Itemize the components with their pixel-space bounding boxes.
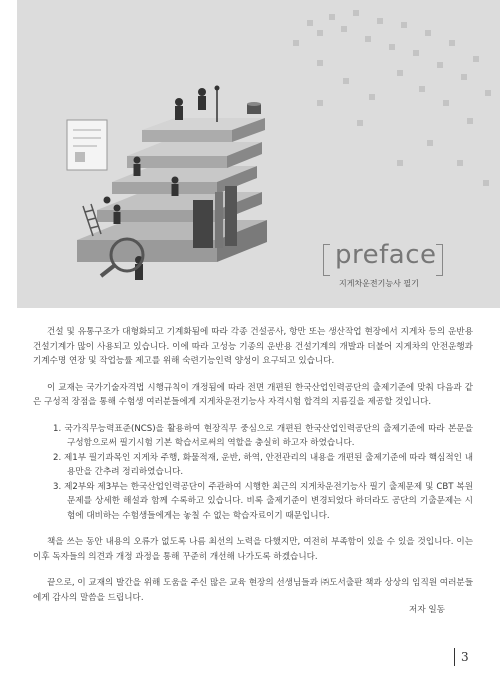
paragraph-thanks: 끝으로, 이 교재의 발간을 위해 도움을 주신 많은 교육 현장의 선생님들과 ㈜도서출판 책과 상상의 임직원 여러분들에게 감사의 말씀을 드립니다. — [33, 578, 473, 603]
paragraph-textbook: 이 교재는 국가기술자격법 시행규칙이 개정됨에 따라 전면 개편된 한국산업인력공단의 출제기준에 맞춰 다음과 같은 구성적 장점을 통해 수험생 여러분들에게 지게차운전기능사 자격시험 합격의 지름길을 제공할 것입니다. — [33, 382, 473, 407]
bracket-right — [436, 244, 443, 276]
paragraph-intro: 건설 및 유통구조가 대형화되고 기계화됨에 따라 각종 건설공사, 항만 또는 생산작업 현장에서 지게차 등의 운반용 건설기계가 많이 사용되고 있습니다. 이에 따라 고성능 기종의 운반용 건설기계의 개발과 더불어 지게차의 안전운행과 기계수명 연장 및 작업능률 제고를 위해 숙련기능인력 양성이 요구되고 있습니다. — [33, 327, 473, 366]
list-item: 3. 제2부와 제3부는 한국산업인력공단이 주관하여 시행한 최근의 지게차운전기능사 필기 출제문제 및 CBT 복원문제를 상세한 해설과 함께 수록하고 있습니다. 비록 출제기준이 변경되었다 하더라도 공단의 기출문제는 시험에 대비하는 수험생들에게는 놓칠 수 없는 학습자료이기 때문입니다. — [53, 481, 473, 521]
pixel-pattern — [293, 10, 491, 186]
cup-icon — [247, 102, 261, 114]
features-list — [33, 422, 473, 524]
preface-banner — [17, 0, 500, 308]
author-signature: 저자 일동 — [409, 605, 445, 615]
bracket-left — [323, 244, 330, 276]
list-item: 2. 제1부 필기과목인 지게차 주행, 화물적재, 운반, 하역, 안전관리의 내용을 개편된 출제기준에 따라 핵심적인 내용만을 간추려 정리하였습니다. — [53, 452, 473, 477]
preface-subtitle: 지게차운전기능사 필기 — [339, 279, 419, 288]
document-board — [67, 120, 107, 170]
preface-title: preface — [335, 240, 437, 270]
list-item: 1. 국가직무능력표준(NCS)을 활용하여 현장직무 중심으로 개편된 한국산업인력공단의 출제기준에 따라 본문을 구성함으로써 필기시험 기본 학습서로써의 역할을 충실히 하고자 하였습니다. — [53, 423, 473, 448]
preface-body — [33, 325, 473, 618]
page-number: 3 — [454, 648, 469, 666]
preface-heading — [321, 242, 445, 292]
paragraph-errors: 책을 쓰는 동안 내용의 오류가 없도록 나름 최선의 노력을 다했지만, 여전히 부족함이 있을 수 있을 것입니다. 이는 이후 독자들의 의견과 개정 과정을 통해 꾸준히 개선해 나가도록 하겠습니다. — [33, 537, 473, 562]
